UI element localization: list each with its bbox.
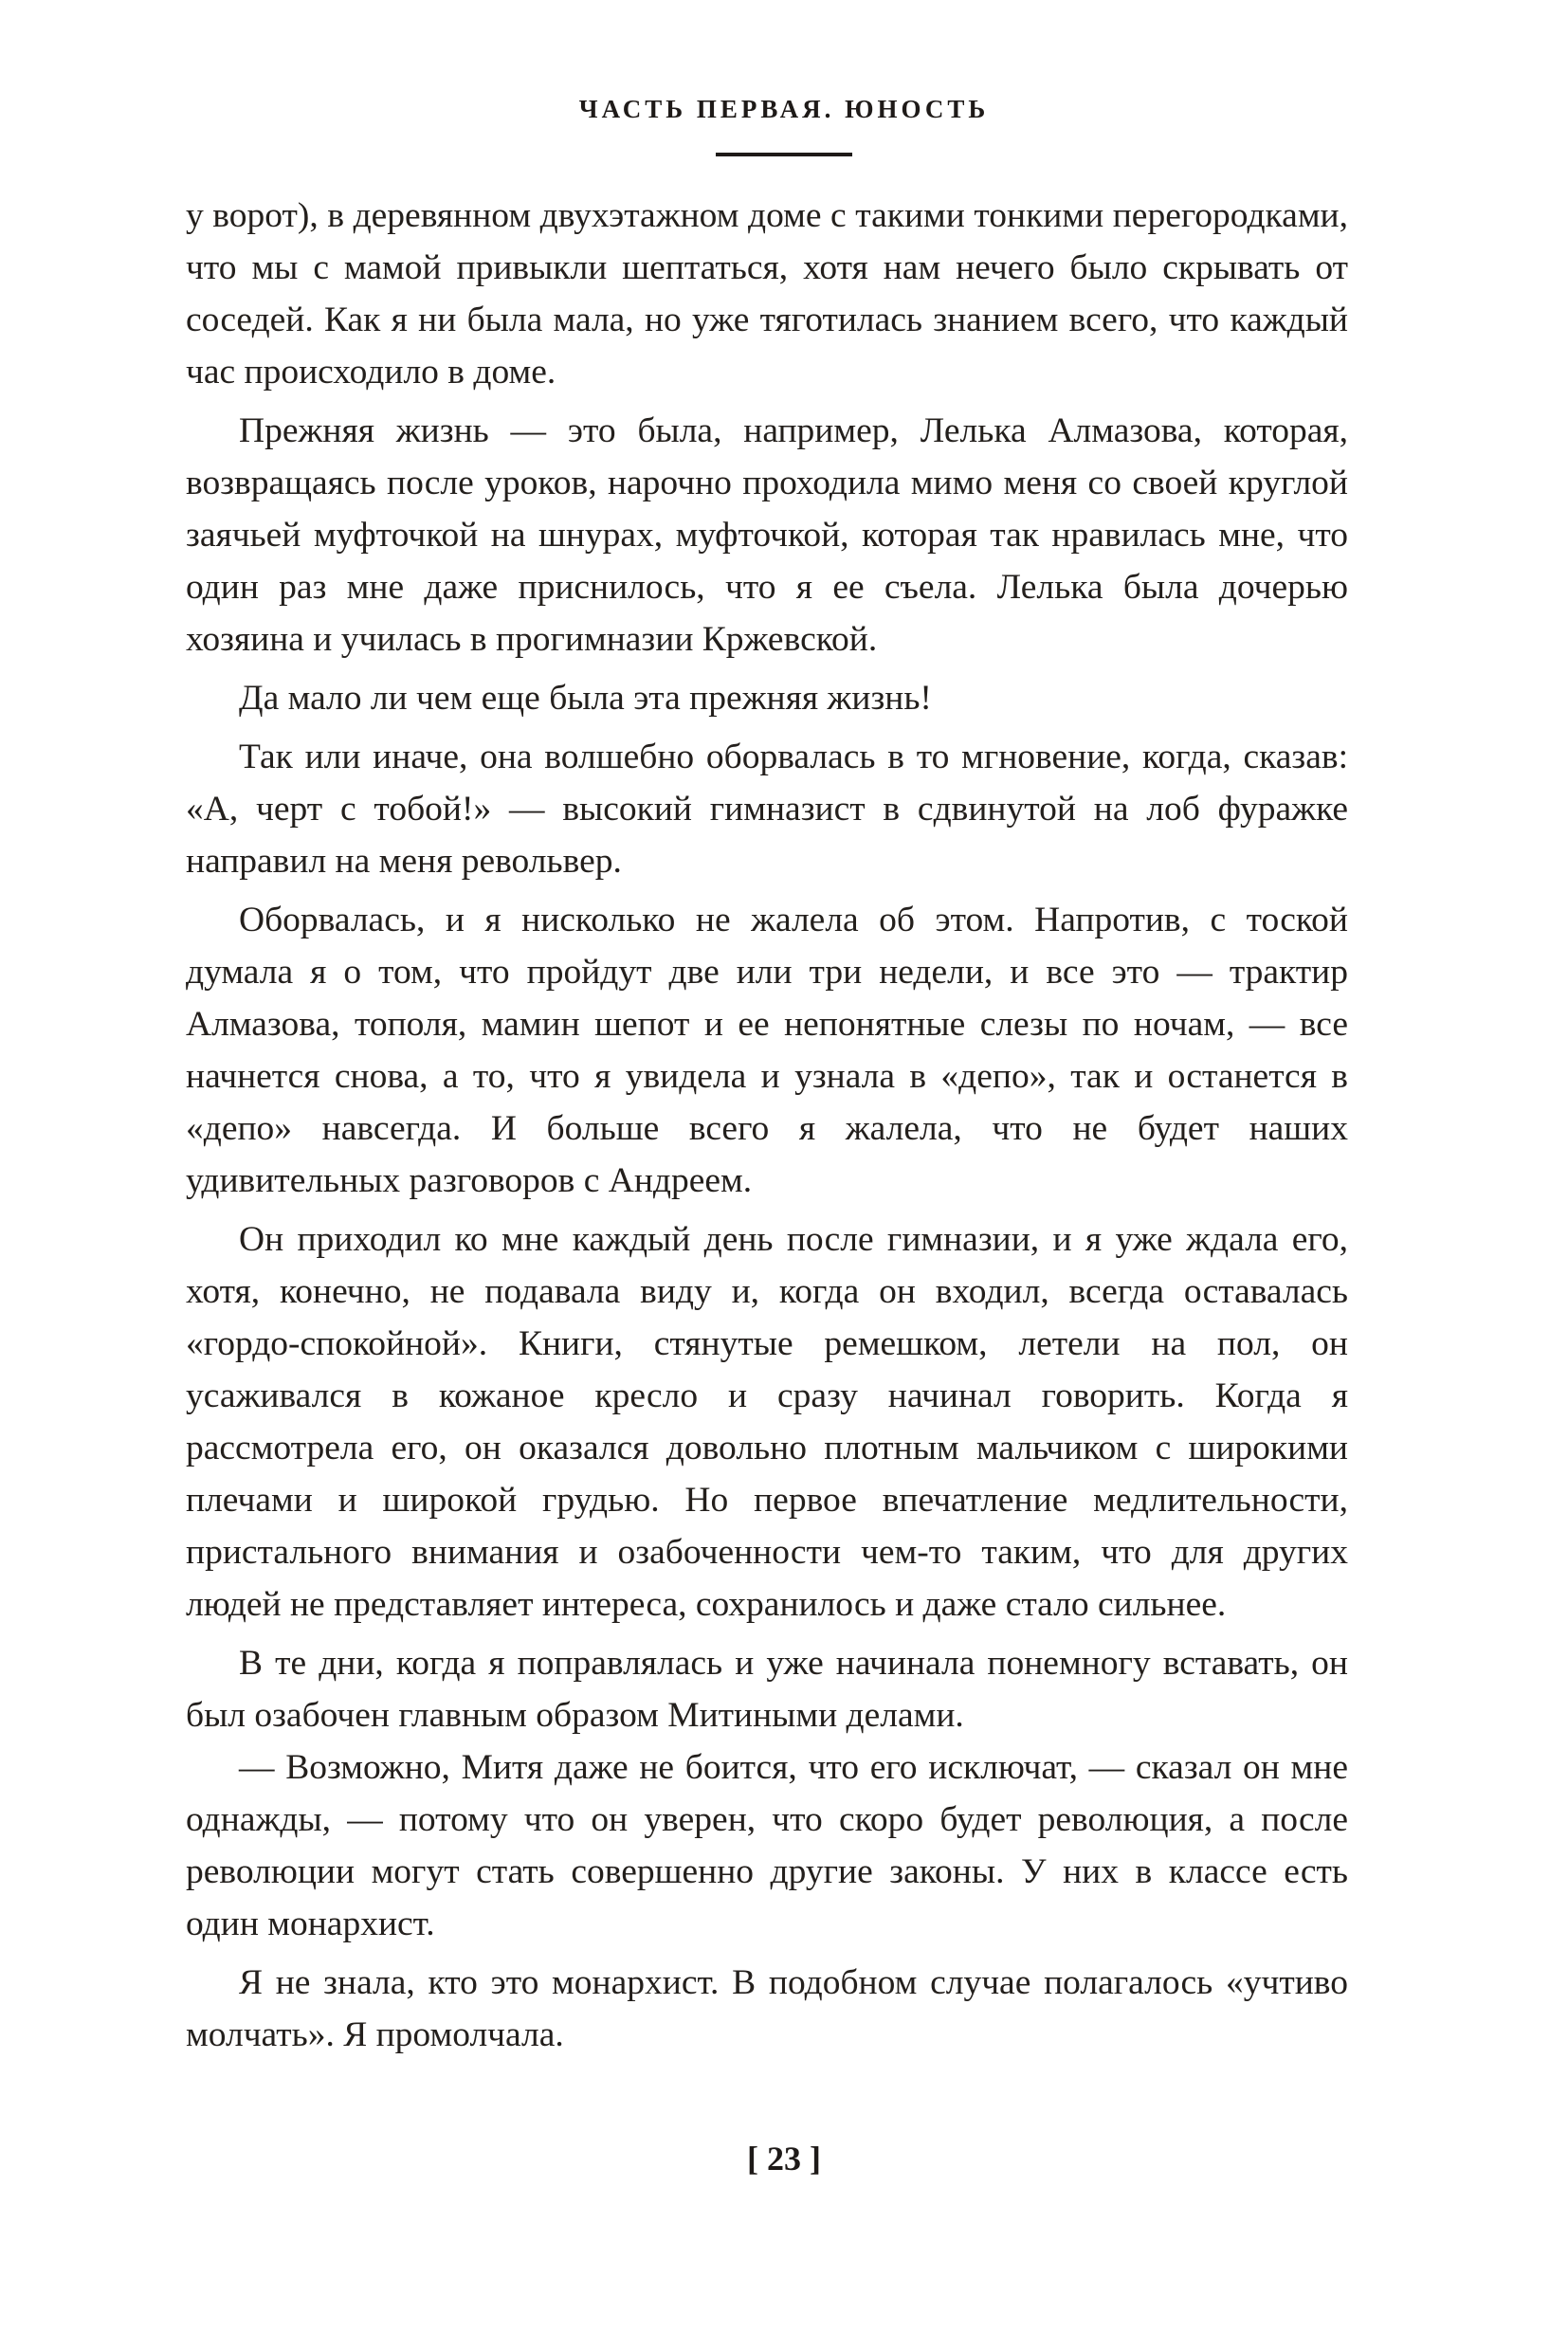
paragraph: Прежняя жизнь — это была, например, Лелька Алмазова, которая, возвращаясь после уроков, нарочно проходила мимо меня со своей круглой заячьей муфточкой на шнурах, муфточкой, которая так нравилась мне, что один раз мне даже приснилось, что я ее съела. Лелька была дочерью хозяина и училась в прогимназии Кржевской. [186, 411, 1348, 659]
paragraph: — Возможно, Митя даже не боится, что его исключат, — сказал он мне однажды, — потому что он уверен, что скоро будет революция, а после революции могут стать совершенно другие законы. У них в классе есть один монархист. [186, 1748, 1348, 1943]
running-head: ЧАСТЬ ПЕРВАЯ. ЮНОСТЬ [578, 95, 990, 123]
paragraph: Я не знала, кто это монархист. В подобном случае полагалось «учтиво молчать». Я промолчала. [186, 1963, 1348, 2054]
body-text [186, 190, 1348, 2061]
page-number: [ 23 ] [747, 2140, 821, 2178]
paragraph: у ворот), в деревянном двухэтажном доме с такими тонкими перегородками, что мы с мамой привыкли шептаться, хотя нам нечего было скрывать от соседей. Как я ни была мала, но уже тяготилась знанием всего, что каждый час происходило в доме. [186, 196, 1348, 392]
paragraph: Он приходил ко мне каждый день после гимназии, и я уже ждала его, хотя, конечно, не подавала виду и, когда он входил, всегда оставалась «гордо-спокойной». Книги, стянутые ремешком, летели на пол, он усаживался в кожаное кресло и сразу начинал говорить. Когда я рассмотрела его, он оказался довольно плотным мальчиком с широкими плечами и широкой грудью. Но первое впечатление медлительности, пристального внимания и озабоченности чем-то таким, что для других людей не представляет интереса, сохранилось и даже стало сильнее. [186, 1220, 1348, 1624]
paragraph: Да мало ли чем еще была эта прежняя жизнь! [239, 679, 932, 718]
paragraph: Так или иначе, она волшебно оборвалась в то мгновение, когда, сказав: «А, черт с тобой!» — высокий гимназист в сдвинутой на лоб фуражке направил на меня револьвер. [186, 738, 1348, 881]
paragraph: В те дни, когда я поправлялась и уже начинала понемногу вставать, он был озабочен главным образом Митиными делами. [186, 1644, 1348, 1735]
paragraph: Оборвалась, и я нисколько не жалела об этом. Напротив, с тоской думала я о том, что пройдут две или три недели, и все это — трактир Алмазова, тополя, мамин шепот и ее непонятные слезы по ночам, — все начнется снова, а то, что я увидела и узнала в «депо», так и останется в «депо» навсегда. И больше всего я жалела, что не будет наших удивительных разговоров с Андреем. [186, 901, 1348, 1200]
running-head-rule [716, 153, 852, 156]
